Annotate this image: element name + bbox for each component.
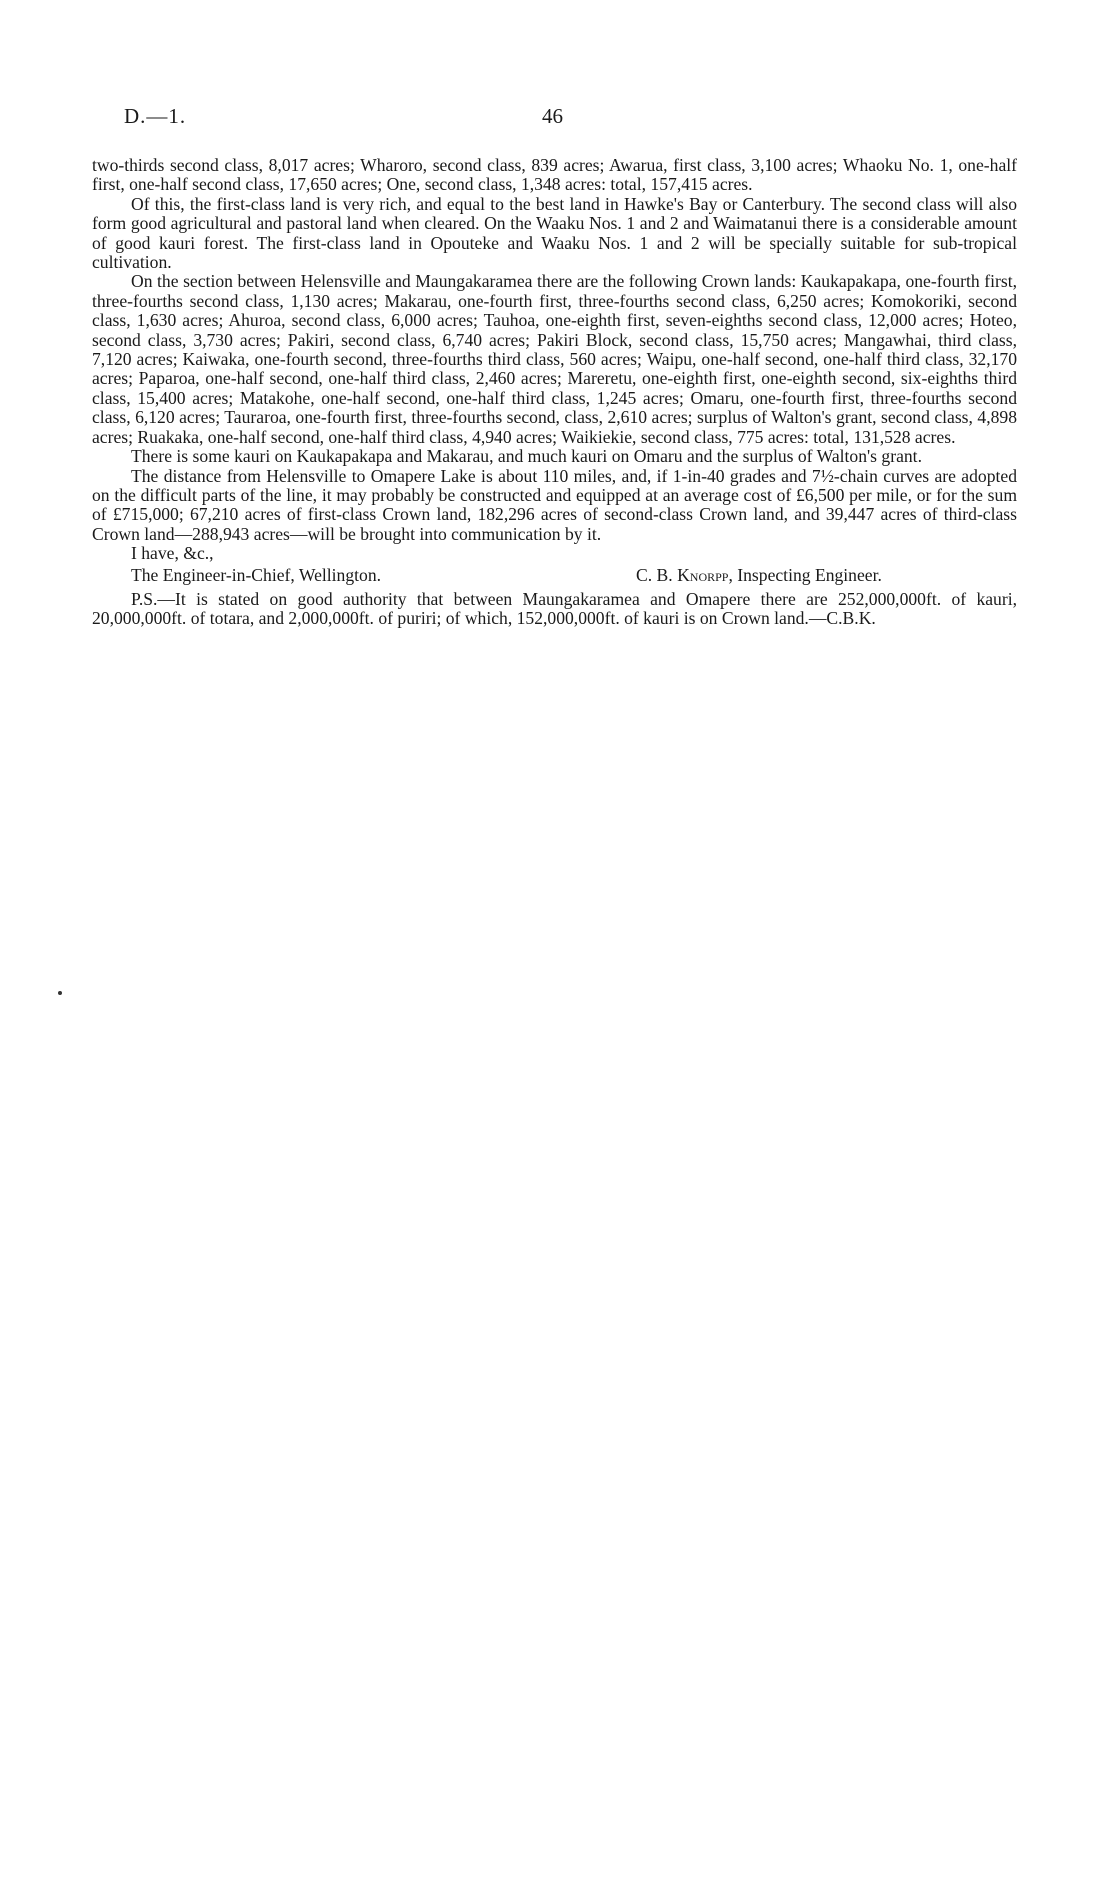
- page-number: 46: [542, 104, 563, 128]
- paragraph-distance-cost: The distance from Helensville to Omapere Lake is about 110 miles, and, if 1-in-40 grades and 7½-chain curves are adopted on the difficult parts of the line, it may probably be constructed and equipped at an average cost of £6,500 per mile, or for the sum of £715,000; 67,210 acres of first-class Crown land, 182,296 acres of second-class Crown land, and 39,447 acres of third-class Crown land—288,943 acres—will be brought into communication by it.: [92, 465, 1017, 544]
- page-header: [124, 104, 1004, 134]
- signature-title: , Inspecting Engineer.: [728, 564, 882, 585]
- document-reference: D.—1.: [124, 104, 187, 128]
- paragraph-crown-lands: On the section between Helensville and Maungakaramea there are the following Crown lands: Kaukapakapa, one-fourth first, three-fourths second class, 1,130 acres; Makarau, one-fourth first, three-fourths second class, 6,250 acres; Komokoriki, second class, 1,630 acres; Ahuroa, second class, 6,000 acres; Tauhoa, one-eighth first, seven-eighths second class, 12,000 acres; Hoteo, second class, 3,730 acres; Pakiri, second class, 6,740 acres; Pakiri Block, second class, 15,750 acres; Mangawhai, third class, 7,120 acres; Kaiwaka, one-fourth second, three-fourths third class, 560 acres; Waipu, one-half second, one-half third class, 32,170 acres; Paparoa, one-half second, one-half third class, 2,460 acres; Mareretu, one-eighth first, one-eighth second, six-eighths third class, 15,400 acres; Matakohe, one-half second, one-half third class, 1,245 acres; Omaru, one-fourth first, three-fourths second class, 6,120 acres; Tauraroa, one-fourth first, three-fourths second, class, 2,610 acres; surplus of Walton's grant, second class, 4,898 acres; Ruakaka, one-half second, one-half third class, 4,940 acres; Waikiekie, second class, 775 acres: total, 131,528 acres.: [92, 271, 1017, 447]
- paragraph-continuation: two-thirds second class, 8,017 acres; Wharoro, second class, 839 acres; Awarua, first class, 3,100 acres; Whaoku No. 1, one-half first, one-half second class, 17,650 acres; One, second class, 1,348 acres: total, 157,415 acres.: [92, 155, 1017, 195]
- signature-line: [92, 566, 1017, 587]
- signature-surname: Knorpp: [677, 564, 729, 585]
- signature: [636, 566, 882, 585]
- paragraph-land-quality: Of this, the first-class land is very rich, and equal to the best land in Hawke's Bay or Canterbury. The second class will also form good agricultural and pastoral land when cleared. On the Waaku Nos. 1 and 2 and Waimatanui there is a considerable amount of good kauri forest. The first-class land in Opouteke and Waaku Nos. 1 and 2 will be specially suitable for sub-tropical cultivation.: [92, 193, 1017, 273]
- closing-salutation: I have, &c.,: [131, 543, 214, 564]
- ink-speck: [58, 991, 62, 995]
- letter-body: [92, 156, 1017, 628]
- postscript: P.S.—It is stated on good authority that between Maungakaramea and Omapere there are 252,000,000ft. of kauri, 20,000,000ft. of totara, and 2,000,000ft. of puriri; of which, 152,000,000ft. of kauri is on Crown land.—C.B.K.: [92, 588, 1017, 628]
- addressee: The Engineer-in-Chief, Wellington.: [131, 564, 382, 585]
- signature-initials: C. B.: [636, 564, 673, 585]
- paragraph-kauri: There is some kauri on Kaukapakapa and Makarau, and much kauri on Omaru and the surplus of Walton's grant.: [131, 446, 922, 467]
